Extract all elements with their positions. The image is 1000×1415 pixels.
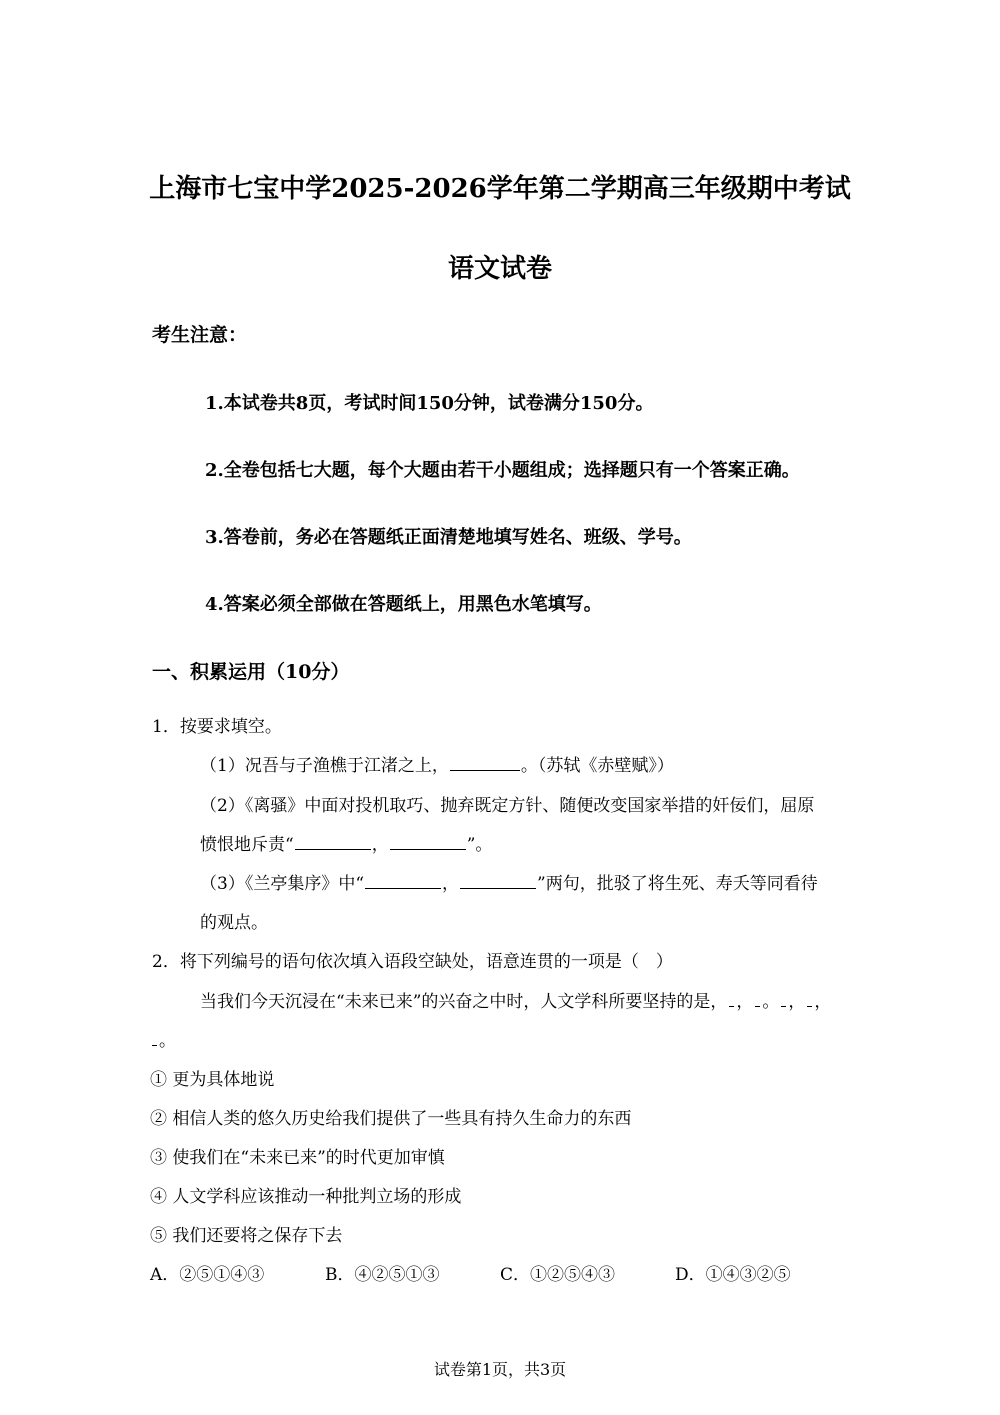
- q2-option-b[interactable]: B．④②⑤①③: [325, 1265, 440, 1285]
- q1-part2-sep: ，: [371, 835, 389, 855]
- notice-heading: 考生注意：: [152, 324, 248, 346]
- q2-option-d[interactable]: D．①④③②⑤: [675, 1265, 791, 1285]
- answer-blank[interactable]: [781, 994, 786, 1007]
- q2-option-c[interactable]: C．①②⑤④③: [500, 1265, 616, 1285]
- q2-sentence-4: ④ 人文学科应该推动一种批判立场的形成: [150, 1187, 462, 1207]
- answer-blank[interactable]: [295, 833, 371, 850]
- page-number: 试卷第1页，共3页: [433, 1360, 567, 1379]
- q1-part1-text-b: 。（苏轼《赤壁赋》）: [520, 756, 674, 776]
- q1-part3-text-b: ”两句，批驳了将生死、寿夭等同看待: [537, 874, 818, 894]
- q1-part1: [200, 751, 674, 776]
- q2-sep: 。: [762, 992, 780, 1012]
- q2-sentence-2: ② 相信人类的悠久历史给我们提供了一些具有持久生命力的东西: [150, 1109, 632, 1129]
- q2-sentence-3: ③ 使我们在“未来已来”的时代更加审慎: [150, 1148, 445, 1168]
- notice-item-2: 2.全卷包括七大题，每个大题由若干小题组成；选择题只有一个答案正确。: [205, 460, 800, 481]
- q1-part2-line2: [200, 830, 492, 855]
- notice-item-3: 3.答卷前，务必在答题纸正面清楚地填写姓名、班级、学号。: [205, 527, 692, 548]
- answer-blank[interactable]: [390, 833, 466, 850]
- exam-title: 上海市七宝中学2025-2026学年第二学期高三年级期中考试: [149, 174, 851, 204]
- q1-part2-text-b: ”。: [466, 835, 493, 855]
- section-heading: 一、积累运用（10分）: [152, 661, 350, 683]
- notice-item-1: 1.本试卷共8页，考试时间150分钟，试卷满分150分。: [205, 393, 654, 414]
- q2-sentence-1: ① 更为具体地说: [150, 1070, 275, 1090]
- answer-blank[interactable]: [755, 994, 760, 1007]
- answer-blank[interactable]: [450, 754, 520, 771]
- q1-part3-text-a: （3）《兰亭集序》中“: [200, 874, 365, 894]
- q1-part3-line2: 的观点。: [200, 913, 268, 933]
- q1-part3-line1: [200, 869, 818, 894]
- q2-sep: 。: [159, 1031, 176, 1051]
- q2-stem: 2．将下列编号的语句依次填入语段空缺处，语意连贯的一项是（ ）: [152, 952, 673, 972]
- q2-option-a[interactable]: A．②⑤①④③: [150, 1265, 265, 1285]
- answer-blank[interactable]: [460, 872, 536, 889]
- q2-sentence-5: ⑤ 我们还要将之保存下去: [150, 1226, 343, 1246]
- q1-part2-text-a: 愤恨地斥责“: [200, 835, 294, 855]
- q1-stem: 1．按要求填空。: [152, 717, 282, 737]
- answer-blank[interactable]: [729, 994, 734, 1007]
- q2-passage-end: [150, 1026, 176, 1051]
- q2-sep: ，: [788, 992, 806, 1012]
- answer-blank[interactable]: [152, 1033, 157, 1046]
- exam-subtitle: 语文试卷: [447, 254, 552, 284]
- q2-sep: ，: [736, 992, 754, 1012]
- notice-item-4: 4.答案必须全部做在答题纸上，用黑色水笔填写。: [205, 594, 602, 615]
- q2-passage-text: 当我们今天沉浸在“未来已来”的兴奋之中时，人文学科所要坚持的是，: [200, 992, 728, 1012]
- q1-part2-line1: （2）《离骚》中面对投机取巧、抛弃既定方针、随便改变国家举措的奸佞们，屈原: [200, 796, 815, 816]
- q1-part1-text-a: （1）况吾与子渔樵于江渚之上，: [200, 756, 449, 776]
- answer-blank[interactable]: [807, 994, 812, 1007]
- answer-blank[interactable]: [365, 872, 441, 889]
- q1-part3-sep: ，: [442, 874, 460, 894]
- q2-sep: ，: [814, 992, 832, 1012]
- q2-passage: [200, 987, 831, 1012]
